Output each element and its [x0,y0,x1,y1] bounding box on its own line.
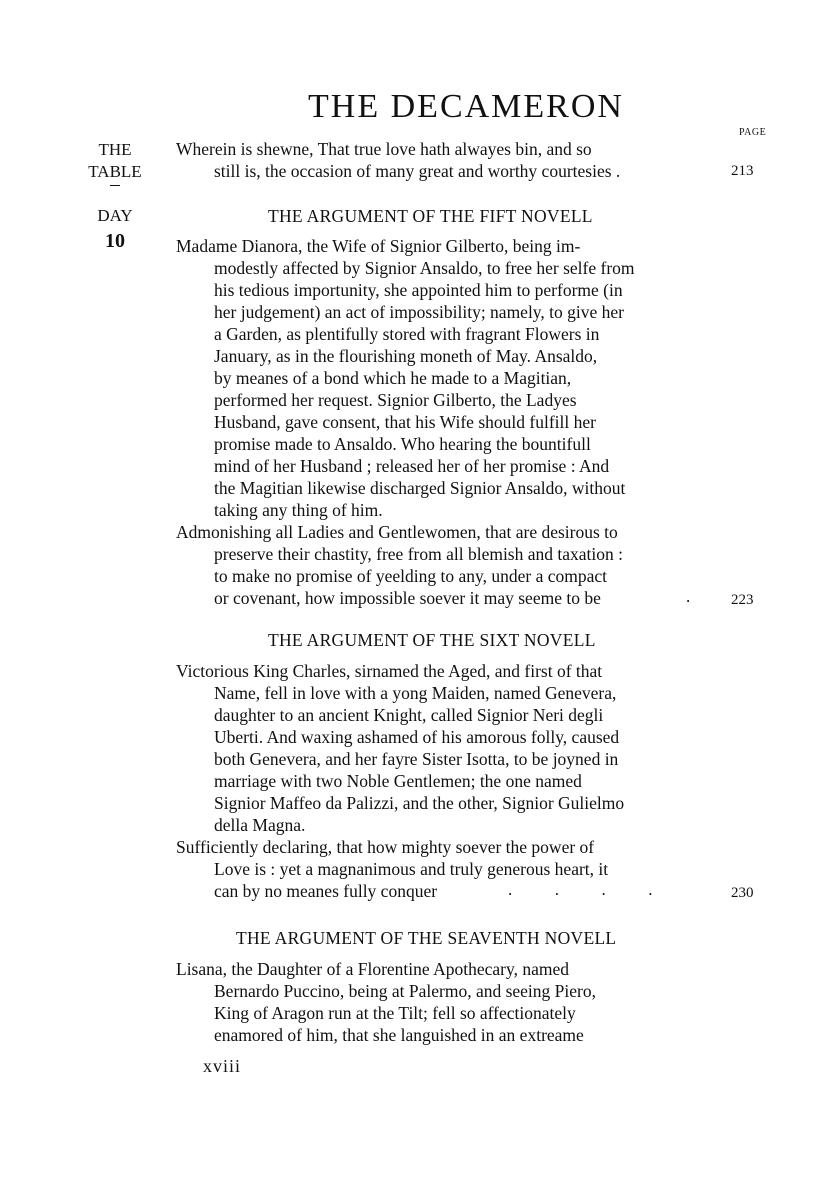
sidebar-day-number: 10 [105,230,125,252]
text-line: daughter to an ancient Knight, called Signior Neri degli [214,705,604,725]
text-line: Admonishing all Ladies and Gentlewomen, that are desirous to [176,522,618,542]
text-line: Uberti. And waxing ashamed of his amorous folly, caused [214,727,620,747]
text-line: Sufficiently declaring, that how mighty soever the power of [176,837,595,857]
text-line: by meanes of a bond which he made to a Magitian, [214,368,572,388]
folio-number: xviii [203,1056,242,1076]
section-heading: THE ARGUMENT OF THE SIXT NOVELL [268,630,596,650]
text-line: Bernardo Puccino, being at Palermo, and seeing Piero, [214,981,596,1001]
text-line: marriage with two Noble Gentlemen; the one named [214,771,582,791]
text-line: to make no promise of yeelding to any, under a compact [214,566,607,586]
text-line: Madame Dianora, the Wife of Signior Gilberto, being im- [176,236,581,256]
text-line: taking any thing of him. [214,500,383,520]
text-line: Husband, gave consent, that his Wife should fulfill her [214,412,596,432]
intro-line: still is, the occasion of many great and worthy courtesies . [214,161,621,181]
text-line: Victorious King Charles, sirnamed the Aged, and first of that [176,661,603,681]
leader-dots: . . . . [508,880,653,899]
text-line: can by no meanes fully conquer [214,881,438,901]
text-line: King of Aragon run at the Tilt; fell so affectionately [214,1003,576,1023]
page-number: 213 [731,163,754,179]
page-column-label: PAGE [739,127,767,138]
text-line: della Magna. [214,815,306,835]
sidebar-the: THE [98,140,132,159]
intro-line: Wherein is shewne, That true love hath alwayes bin, and so [176,139,592,159]
page-title: THE DECAMERON [308,88,624,125]
leader-dots: . [686,587,691,606]
text-line: performed her request. Signior Gilberto, the Ladyes [214,390,577,410]
text-line: Signior Maffeo da Palizzi, and the other, Signior Gulielmo [214,793,625,813]
section-heading: THE ARGUMENT OF THE FIFT NOVELL [268,206,593,226]
text-line: both Genevera, and her fayre Sister Isotta, to be joyned in [214,749,619,769]
text-line: the Magitian likewise discharged Signior Ansaldo, without [214,478,626,498]
sidebar-table: TABLE [88,162,142,181]
page-number: 230 [731,885,754,901]
text-line: modestly affected by Signior Ansaldo, to free her selfe from [214,258,635,278]
text-line: his tedious importunity, she appointed him to performe (in [214,280,623,300]
text-line: Love is : yet a magnanimous and truly generous heart, it [214,859,609,879]
text-line: enamored of him, that she languished in an extreame [214,1025,584,1045]
text-line: promise made to Ansaldo. Who hearing the bountifull [214,434,591,454]
text-line: mind of her Husband ; released her of her promise : And [214,456,610,476]
text-line: Lisana, the Daughter of a Florentine Apothecary, named [176,959,569,979]
text-line: January, as in the flourishing moneth of May. Ansaldo, [214,346,598,366]
text-line: preserve their chastity, free from all blemish and taxation : [214,544,623,564]
sidebar-divider [110,185,120,186]
sidebar-day: DAY [97,206,133,225]
text-line: or covenant, how impossible soever it may seeme to be [214,588,601,608]
section-heading: THE ARGUMENT OF THE SEAVENTH NOVELL [236,928,617,948]
text-line: her judgement) an act of impossibility; namely, to give her [214,302,625,322]
text-line: Name, fell in love with a yong Maiden, named Genevera, [214,683,617,703]
page-number: 223 [731,592,754,608]
text-line: a Garden, as plentifully stored with fragrant Flowers in [214,324,600,344]
